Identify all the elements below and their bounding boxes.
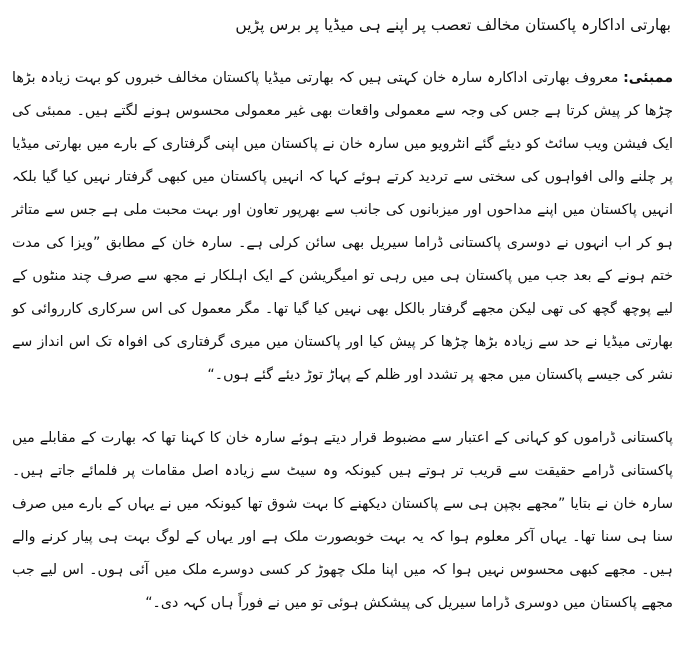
article-paragraph-2: پاکستانی ڈراموں کو کہانی کے اعتبار سے مضبوط قرار دیتے ہوئے سارہ خان کا کہنا تھا کہ بھارت کے مقابلے میں پاکستانی ڈرامے حقیقت سے قریب تر ہوتے ہیں کیونکہ وہ سیٹ سے زیادہ اصل مقامات پر فلمائے جاتے ہیں۔ سارہ خان نے بتایا ”مجھے بچپن ہی سے پاکستان دیکھنے کا بہت شوق تھا کیونکہ میں نے یہاں کے بارے میں صرف سنا ہی سنا تھا۔ یہاں آکر معلوم ہوا کہ یہ بہت خوبصورت ملک ہے اور یہاں کے لوگ بہت ہی پیار کرنے والے ہیں۔ مجھے کبھی محسوس نہیں ہوا کہ میں اپنا ملک چھوڑ کر کسی دوسرے ملک میں آئی ہوں۔ اس لیے جب مجھے پاکستان میں دوسری ڈراما سیریل کی پیشکش ہوئی تو میں نے فوراً ہاں کہہ دی۔“ <box>12 430 673 611</box>
article-headline: بھارتی اداکارہ پاکستان مخالف تعصب پر اپنے ہی میڈیا پر برس پڑیں <box>235 16 671 34</box>
article-paragraph-1-text: معروف بھارتی اداکارہ سارہ خان کہتی ہیں کہ بھارتی میڈیا پاکستان مخالف خبروں کو بہت زیادہ بڑھا چڑھا کر پیش کرتا ہے جس کی وجہ سے معمولی واقعات بھی غیر معمولی محسوس ہونے لگتے ہیں۔ ممبئی کی ایک فیشن ویب سائٹ کو دیئے گئے انٹرویو میں سارہ خان نے پاکستان میں اپنی گرفتاری کے بارے میں بھارتی میڈیا پر چلنے والی افواہوں کی سختی سے تردید کرتے ہوئے کہا کہ انہیں پاکستان میں کبھی گرفتار نہیں کیا گیا بلکہ انہیں پاکستان میں اپنے مداحوں اور میزبانوں کی جانب سے بھرپور تعاون اور بہت محبت ملی ہے جس سے متاثر ہو کر اب انہوں نے دوسری پاکستانی ڈراما سیریل بھی سائن کرلی ہے۔ سارہ خان کے مطابق ”ویزا کی مدت ختم ہونے کے بعد جب میں پاکستان ہی میں رہی تو امیگریشن کے ایک اہلکار نے مجھ سے صرف چند منٹوں کے لیے پوچھ گچھ کی تھی لیکن مجھے گرفتار بالکل بھی نہیں کیا گیا تھا۔ مگر معمول کی اس سرکاری کارروائی کو بھارتی میڈیا نے حد سے زیادہ بڑھا چڑھا کر پیش کیا اور پاکستان میں میری گرفتاری کی افواہ تک اس انداز سے نشر کی جیسے پاکستان میں مجھ پر تشدد اور ظلم کے پہاڑ توڑ دیئے گئے ہوں۔“ <box>12 70 673 383</box>
article-paragraph-1 <box>8 62 677 392</box>
article-dateline: ممبئی: <box>623 70 673 86</box>
